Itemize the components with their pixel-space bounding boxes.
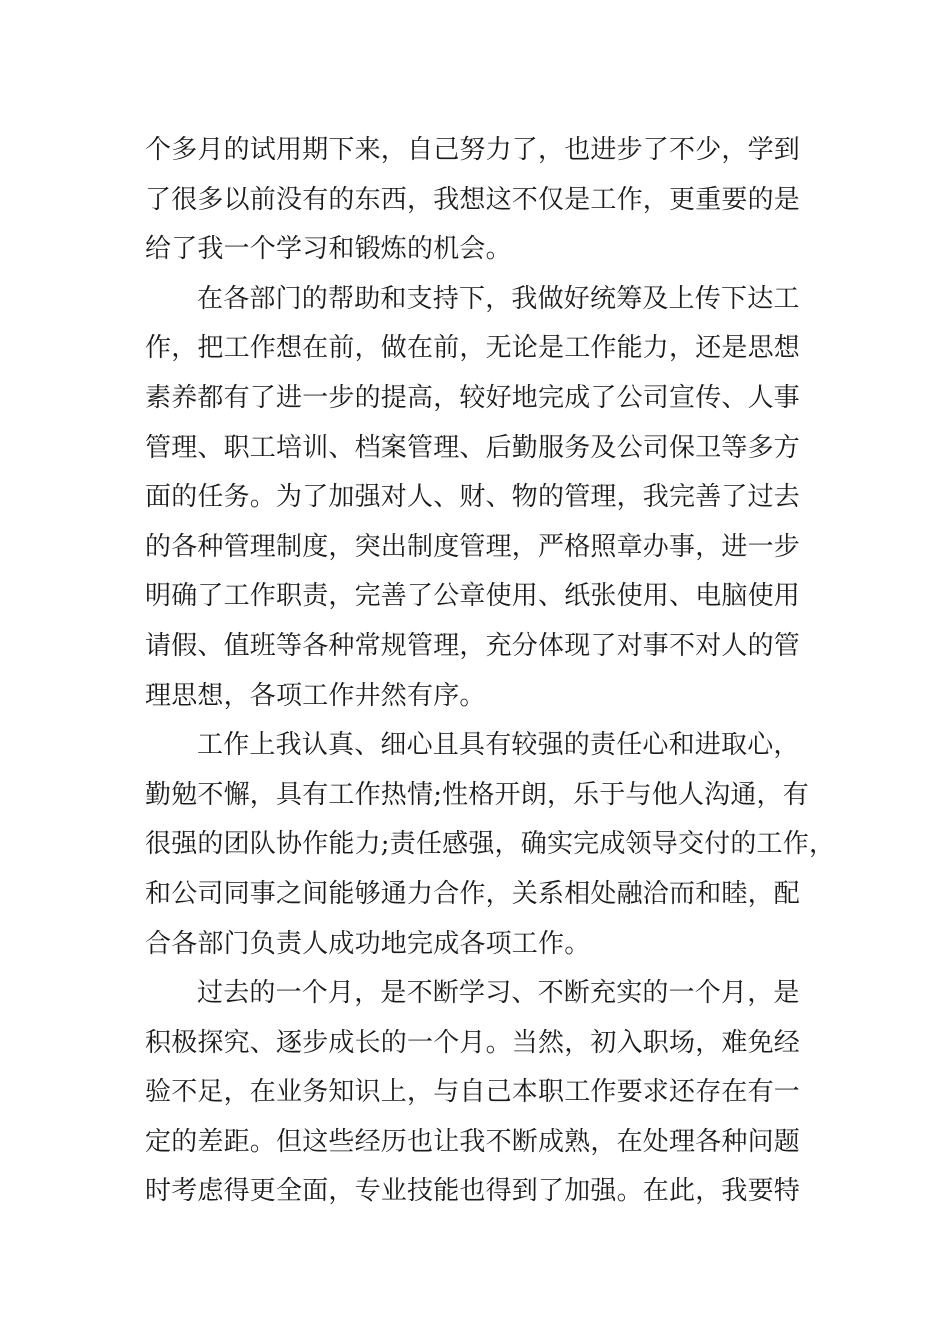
text-line: 个多月的试用期下来，自己努力了，也进步了不少，学到 <box>145 135 801 165</box>
text-line: 作，把工作想在前，做在前，无论是工作能力，还是思想 <box>145 333 801 364</box>
text-line: 和公司同事之间能够通力合作，关系相处融洽而和睦，配 <box>145 878 801 909</box>
text-line: 验不足，在业务知识上，与自己本职工作要求还存在有一 <box>145 1077 801 1108</box>
text-line: 在各部门的帮助和支持下，我做好统筹及上传下达工 <box>197 283 800 314</box>
text-line: 时考虑得更全面，专业技能也得到了加强。在此，我要特 <box>145 1176 801 1207</box>
text-line: 工作上我认真、细心且具有较强的责任心和进取心， <box>197 730 800 761</box>
text-line: 很强的团队协作能力;责任感强，确实完成领导交付的工作， <box>145 829 836 860</box>
text-line: 的各种管理制度，突出制度管理，严格照章办事，进一步 <box>145 531 801 562</box>
text-line: 管理、职工培训、档案管理、后勤服务及公司保卫等多方 <box>145 432 801 463</box>
text-line: 理思想，各项工作井然有序。 <box>145 680 486 711</box>
text-line: 积极探究、逐步成长的一个月。当然，初入职场，难免经 <box>145 1027 801 1058</box>
text-line: 给了我一个学习和锻炼的机会。 <box>145 234 512 265</box>
text-line: 勤勉不懈，具有工作热情;性格开朗，乐于与他人沟通，有 <box>145 779 809 810</box>
text-line: 面的任务。为了加强对人、财、物的管理，我完善了过去 <box>145 482 801 513</box>
text-line: 了很多以前没有的东西，我想这不仅是工作，更重要的是 <box>145 184 801 215</box>
text-line: 合各部门负责人成功地完成各项工作。 <box>145 928 591 959</box>
text-line: 定的差距。但这些经历也让我不断成熟，在处理各种问题 <box>145 1126 801 1157</box>
text-line: 过去的一个月，是不断学习、不断充实的一个月，是 <box>197 978 800 1009</box>
text-line: 素养都有了进一步的提高，较好地完成了公司宣传、人事 <box>145 382 801 413</box>
text-line: 明确了工作职责，完善了公章使用、纸张使用、电脑使用 <box>145 581 801 612</box>
document-body <box>145 126 836 1217</box>
text-line: 请假、值班等各种常规管理，充分体现了对事不对人的管 <box>145 630 801 661</box>
